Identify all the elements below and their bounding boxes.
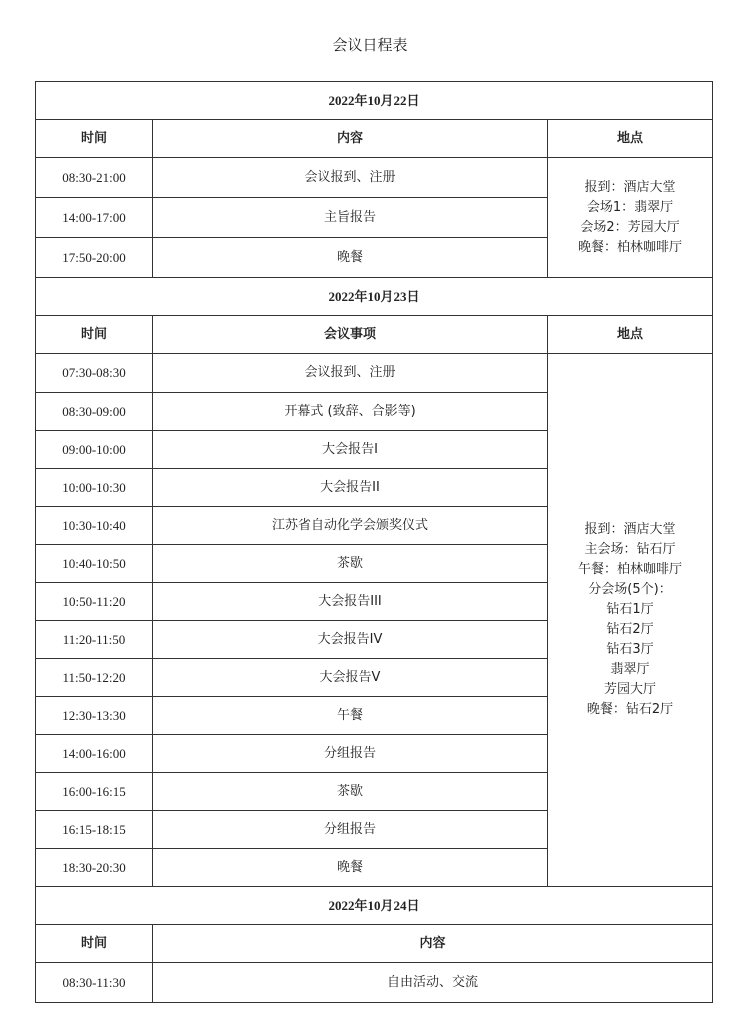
item-cell: 分组报告 (153, 735, 548, 773)
item-cell: 晚餐 (153, 849, 548, 887)
venue-line: 芳园大厅 (603, 682, 656, 697)
time-cell: 10:50-11:20 (36, 583, 153, 621)
header-row-day2 (36, 316, 713, 354)
header-time: 时间 (36, 925, 153, 963)
time-cell: 11:20-11:50 (36, 621, 153, 659)
item-cell: 晚餐 (153, 238, 548, 278)
venue-line: 报到：酒店大堂 (584, 179, 676, 195)
item-cell: 江苏省自动化学会颁奖仪式 (153, 507, 548, 545)
header-content: 内容 (153, 120, 548, 158)
venue-line: 钻石3厅 (606, 642, 654, 657)
time-cell: 14:00-17:00 (36, 198, 153, 238)
header-venue: 地点 (548, 316, 713, 354)
table-row (36, 158, 713, 198)
venue-cell-day1 (548, 158, 713, 278)
header-content: 会议事项 (153, 316, 548, 354)
date-row-day2 (36, 278, 713, 316)
venue-line: 钻石2厅 (606, 622, 654, 637)
table-row (36, 354, 713, 393)
item-cell: 开幕式 (致辞、合影等) (153, 393, 548, 431)
item-cell: 会议报到、注册 (153, 354, 548, 393)
time-cell: 07:30-08:30 (36, 354, 153, 393)
time-cell: 11:50-12:20 (36, 659, 153, 697)
time-cell: 10:30-10:40 (36, 507, 153, 545)
venue-cell-day2 (548, 354, 713, 887)
time-cell: 17:50-20:00 (36, 238, 153, 278)
venue-line: 翡翠厅 (610, 662, 650, 677)
venue-line: 会场1：翡翠厅 (586, 199, 674, 215)
time-cell: 08:30-21:00 (36, 158, 153, 198)
item-cell: 大会报告IV (153, 621, 548, 659)
venue-line: 晚餐：钻石2厅 (586, 702, 674, 717)
header-time: 时间 (36, 316, 153, 354)
item-cell: 大会报告V (153, 659, 548, 697)
time-cell: 16:00-16:15 (36, 773, 153, 811)
venue-line: 主会场：钻石厅 (584, 542, 676, 557)
date-row-day1 (36, 82, 713, 120)
time-cell: 16:15-18:15 (36, 811, 153, 849)
header-content: 内容 (153, 925, 713, 963)
date-row-day3 (36, 887, 713, 925)
time-cell: 10:40-10:50 (36, 545, 153, 583)
item-cell: 茶歇 (153, 545, 548, 583)
time-cell: 14:00-16:00 (36, 735, 153, 773)
item-cell: 自由活动、交流 (153, 963, 713, 1003)
page-title: 会议日程表 (332, 36, 408, 54)
item-cell: 会议报到、注册 (153, 158, 548, 198)
time-cell: 18:30-20:30 (36, 849, 153, 887)
time-cell: 12:30-13:30 (36, 697, 153, 735)
header-row-day3 (36, 925, 713, 963)
venue-line: 会场2：芳园大厅 (580, 219, 680, 235)
venue-line: 午餐：柏林咖啡厅 (577, 562, 682, 577)
table-row (36, 963, 713, 1003)
item-cell: 大会报告II (153, 469, 548, 507)
time-cell: 09:00-10:00 (36, 431, 153, 469)
item-cell: 大会报告I (153, 431, 548, 469)
item-cell: 大会报告III (153, 583, 548, 621)
date-day3: 2022年10月24日 (36, 887, 713, 925)
venue-line: 分会场(5个)： (588, 582, 672, 597)
venue-line: 报到：酒店大堂 (584, 522, 676, 537)
item-cell: 午餐 (153, 697, 548, 735)
time-cell: 08:30-09:00 (36, 393, 153, 431)
schedule-table (35, 81, 713, 1003)
date-day1: 2022年10月22日 (36, 82, 713, 120)
item-cell: 主旨报告 (153, 198, 548, 238)
venue-line: 钻石1厅 (606, 602, 654, 617)
header-venue: 地点 (548, 120, 713, 158)
header-time: 时间 (36, 120, 153, 158)
header-row-day1 (36, 120, 713, 158)
item-cell: 分组报告 (153, 811, 548, 849)
time-cell: 08:30-11:30 (36, 963, 153, 1003)
item-cell: 茶歇 (153, 773, 548, 811)
venue-line: 晚餐：柏林咖啡厅 (577, 239, 682, 255)
time-cell: 10:00-10:30 (36, 469, 153, 507)
date-day2: 2022年10月23日 (36, 278, 713, 316)
